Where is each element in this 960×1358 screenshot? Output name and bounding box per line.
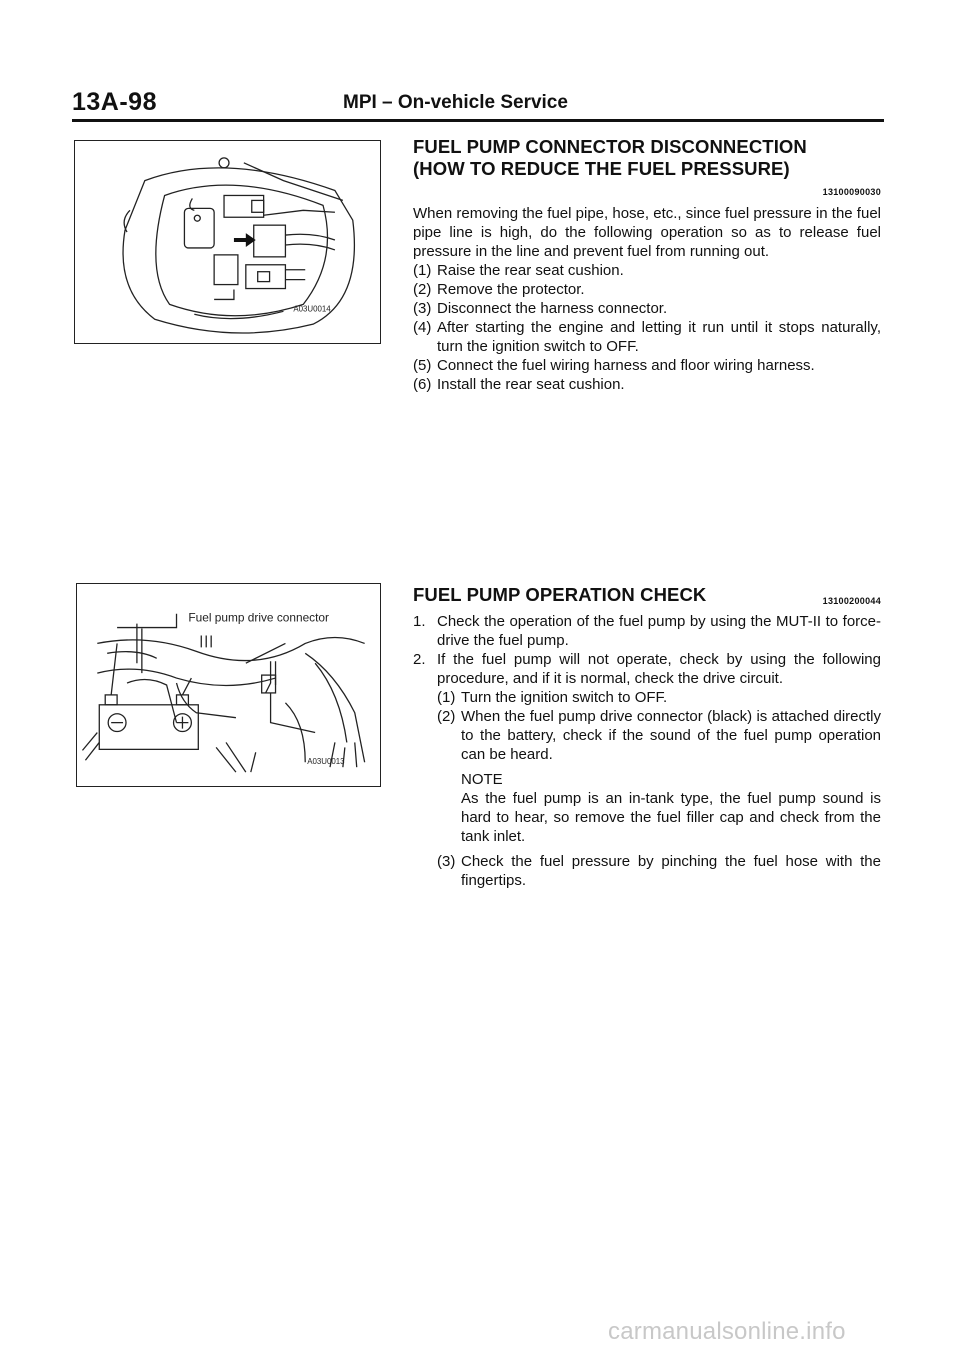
list-item: (5) Connect the fuel wiring harness and floor wiring harness. [413,357,815,374]
list-item: 2. If the fuel pump will not operate, check by using the following procedure, and if it is normal, check the drive circuit. [413,651,881,687]
note-text: As the fuel pump is an in-tank type, the fuel pump sound is hard to hear, so remove the fuel filler cap and check from the tank inlet. [461,790,881,845]
figure-code: A03U0014 [293,304,331,314]
list-item: (1) Turn the ignition switch to OFF. [437,689,668,706]
section2-ref-code: 13100200044 [822,596,881,606]
arrow-icon [234,233,256,247]
list-item: (2) When the fuel pump drive connector (black) is attached directly to the battery, check if the sound of the fuel pump operation can be heard. [437,708,881,763]
section1-title-line2: (HOW TO REDUCE THE FUEL PRESSURE) [413,158,790,179]
list-item: (3) Disconnect the harness connector. [413,300,668,317]
page-number: 13A-98 [72,88,157,116]
fuel-tank-illustration [75,141,380,343]
section-fuel-pressure-reduction [413,136,881,394]
list-item: (6) Install the rear seat cushion. [413,376,625,393]
note-label: NOTE [461,771,503,788]
list-item: (3) Check the fuel pressure by pinching the fuel hose with the fingertips. [437,853,881,889]
section-title: MPI – On-vehicle Service [343,92,568,113]
section-fuel-pump-operation-check [413,584,881,890]
page-header [72,88,884,122]
section1-intro: When removing the fuel pipe, hose, etc., since fuel pressure in the fuel pipe line is high, do the following operation so as to release fuel pressure in the line and prevent fuel from running out. [413,205,881,260]
list-item: 1. Check the operation of the fuel pump by using the MUT-II to force-drive the fuel pump. [413,613,881,649]
figure-label: Fuel pump drive connector [188,610,329,625]
section2-title: FUEL PUMP OPERATION CHECK [413,584,707,605]
list-item: (2) Remove the protector. [413,281,585,298]
figure-code: A03U0013 [307,757,345,767]
section1-title-line1: FUEL PUMP CONNECTOR DISCONNECTION [413,136,807,157]
section2-heading-row [413,584,881,608]
list-item: (1) Raise the rear seat cushion. [413,262,624,279]
watermark: carmanualsonline.info [608,1318,846,1345]
battery-connection-illustration [77,584,380,786]
list-item: (4) After starting the engine and letting it run until it stops naturally, turn the ignition switch to OFF. [413,319,881,355]
figure-fuel-pump-connector [74,140,381,344]
figure-fuel-pump-drive-connector [76,583,381,787]
note-block [413,770,881,846]
header-rule [72,119,884,122]
section1-ref-code: 13100090030 [822,187,881,197]
